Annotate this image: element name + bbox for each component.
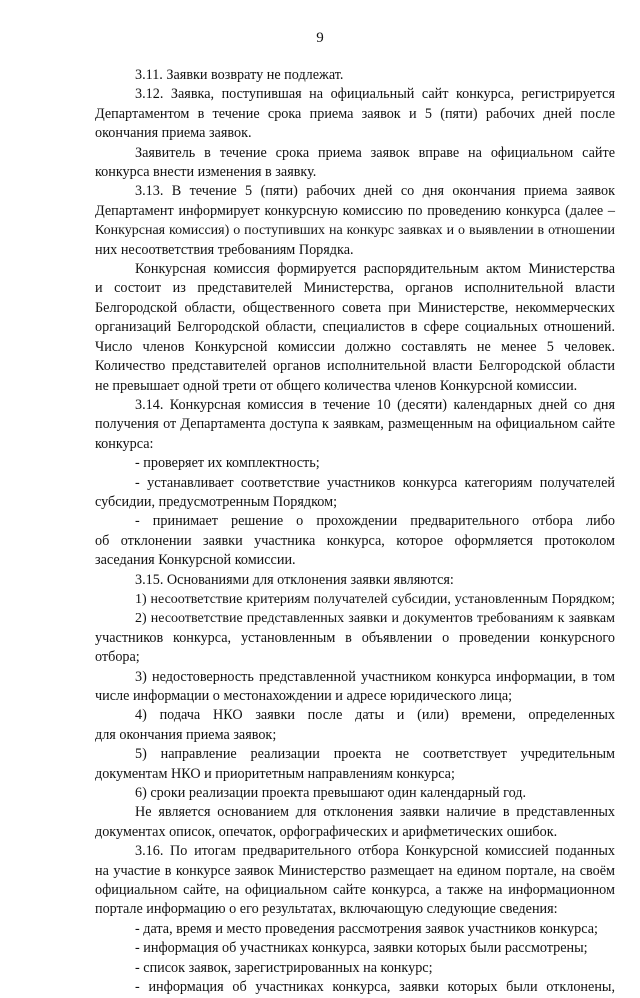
text-line: 3.13. В течение 5 (пяти) рабочих дней со дня окончания приема заявок xyxy=(135,183,615,200)
text-line: на участие в конкурсе заявок Министерство размещает на едином портале, на своём xyxy=(95,862,615,879)
text-line: об отклонении заявки участника конкурса, которое оформляется протоколом xyxy=(95,532,615,549)
text-line: 6) сроки реализации проекта превышают один календарный год. xyxy=(135,785,527,802)
text-line: документам НКО и приоритетным направлениям конкурса; xyxy=(95,765,455,782)
text-line: организаций Белгородской области, специалистов в сфере социальных отношений. xyxy=(95,319,615,336)
text-line: 3.14. Конкурсная комиссия в течение 10 (десяти) календарных дней со дня xyxy=(135,396,615,413)
text-line: документах описок, опечаток, орфографических и арифметических ошибок. xyxy=(95,823,558,840)
text-line: конкурса внести изменения в заявку. xyxy=(95,164,317,181)
text-line: - принимает решение о прохождении предварительного отбора либо xyxy=(135,513,615,530)
text-line: получения от Департамента доступа к заявкам, размещенным на официальном сайте xyxy=(95,416,615,433)
text-line: участников конкурса, установленным в объявлении о проведении конкурсного xyxy=(95,629,615,646)
text-line: - проверяет их комплектность; xyxy=(135,455,320,472)
text-line: Конкурсная комиссия) о поступивших на конкурс заявках и о выявлении в отношении xyxy=(95,223,615,239)
text-line: 2) несоответствие представленных заявки и документов требованиям к заявкам xyxy=(135,611,615,627)
text-line: заседания Конкурсной комиссии. xyxy=(95,552,296,569)
text-line: Заявитель в течение срока приема заявок вправе на официальном сайте xyxy=(135,144,615,161)
text-line: 3.11. Заявки возврату не подлежат. xyxy=(135,67,344,83)
text-line: не превышает одной трети от общего количества членов Конкурсной комиссии. xyxy=(95,377,578,394)
text-line: портале информацию о его результатах, включающую следующие сведения: xyxy=(95,901,558,918)
text-line: Конкурсная комиссия формируется распорядительным актом Министерства xyxy=(135,261,615,278)
text-line: них несоответствия требованиям Порядка. xyxy=(95,241,354,258)
text-line: отбора; xyxy=(95,649,140,666)
text-line: 3) недостоверность представленной участником конкурса информации, в том xyxy=(135,668,615,685)
text-line: Департаментом в течение срока приема заявок и 5 (пяти) рабочих дней после xyxy=(95,105,615,122)
text-line: 1) несоответствие критериям получателей субсидии, установленным Порядком; xyxy=(135,591,615,607)
text-line: 3.12. Заявка, поступившая на официальный сайт конкурса, регистрируется xyxy=(135,86,615,103)
text-line: - дата, время и место проведения рассмотрения заявок участников конкурса; xyxy=(135,920,598,937)
text-line: официальном сайте, на официальном сайте конкурса, а также на информационном xyxy=(95,882,615,899)
text-line: 3.16. По итогам предварительного отбора Конкурсной комиссией поданных xyxy=(135,843,615,860)
text-line: Департамент информирует конкурсную комиссию по проведению конкурса (далее – xyxy=(95,202,615,219)
text-line: - список заявок, зарегистрированных на конкурс; xyxy=(135,959,433,976)
text-line: Количество представителей органов исполнительной власти Белгородской области xyxy=(95,358,615,375)
text-line: Число членов Конкурсной комиссии должно составлять не менее 5 человек. xyxy=(95,338,615,355)
text-line: Белгородской области, общественного совета при Министерстве, некоммерческих xyxy=(95,299,615,316)
text-line: конкурса: xyxy=(95,435,154,452)
text-line: Не является основанием для отклонения заявки наличие в представленных xyxy=(135,804,615,821)
text-line: для окончания приема заявок; xyxy=(95,726,277,743)
text-line: 4) подача НКО заявки после даты и (или) времени, определенных xyxy=(135,707,615,724)
text-line: 5) направление реализации проекта не соответствует учредительным xyxy=(135,746,615,763)
text-line: числе информации о местонахождении и адресе юридического лица; xyxy=(95,688,513,704)
text-line: - информация об участниках конкурса, заявки которых были рассмотрены; xyxy=(135,940,588,957)
page-number: 9 xyxy=(316,30,324,46)
document-body xyxy=(95,66,615,998)
text-line: окончания приема заявок. xyxy=(95,125,252,142)
text-line: субсидии, предусмотренным Порядком; xyxy=(95,493,338,510)
text-line: и состоит из представителей Министерства, органов исполнительной власти xyxy=(95,280,615,297)
text-line: - устанавливает соответствие участников конкурса категориям получателей xyxy=(135,474,615,491)
text-line: - информация об участниках конкурса, заявки которых были отклонены, xyxy=(135,979,615,996)
text-line: 3.15. Основаниями для отклонения заявки являются: xyxy=(135,571,454,588)
